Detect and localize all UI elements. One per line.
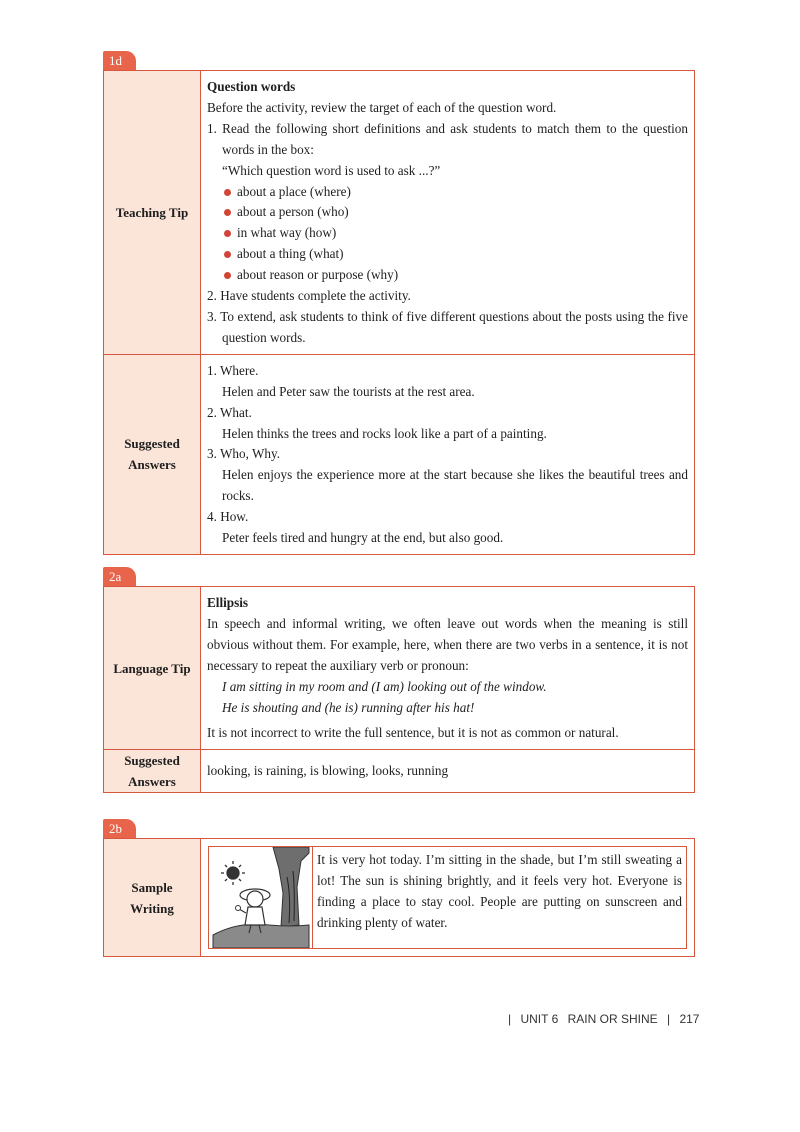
bullet-icon <box>224 209 231 216</box>
teaching-tip-intro: Before the activity, review the target of each of the question word. <box>207 99 557 115</box>
suggested-answers-row-2a <box>104 749 694 792</box>
suggested-answers-label: Suggested Answers <box>104 355 201 554</box>
answer-text: Peter feels tired and hungry at the end, but also good. <box>222 530 504 546</box>
list-item: about a thing (what) <box>207 244 688 265</box>
section-tag-2a: 2a <box>103 567 136 587</box>
list-item: about a place (where) <box>207 182 688 203</box>
teaching-tip-heading: Question words <box>207 79 296 94</box>
language-tip-paragraph: In speech and informal writing, we often leave out words when the meaning is still obvious without them. For example, here, when there are two verbs in a sentence, it is not necessary to repeat the auxiliary verb or pronoun: <box>207 615 688 673</box>
teaching-tip-step-2: 2. Have students complete the activity. <box>207 288 411 304</box>
footer-unit: UNIT 6 <box>520 1012 559 1026</box>
example-sentence: I am sitting in my room and (I am) looking out of the window. <box>222 678 547 694</box>
bullet-icon <box>224 189 231 196</box>
language-tip-row <box>104 587 694 749</box>
list-item: about reason or purpose (why) <box>207 265 688 286</box>
girl-under-tree-sun-illustration <box>209 847 313 948</box>
answer-text: Helen thinks the trees and rocks look like a part of a painting. <box>222 425 547 441</box>
section-tag-2b: 2b <box>103 819 136 839</box>
sample-writing-frame <box>208 846 687 949</box>
list-item: in what way (how) <box>207 223 688 244</box>
language-tip-closing: It is not incorrect to write the full sentence, but it is not as common or natural. <box>207 725 619 741</box>
teaching-tip-quote: “Which question word is used to ask ...?” <box>222 162 441 178</box>
example-sentence: He is shouting and (he is) running after his hat! <box>222 699 475 715</box>
sample-writing-text: It is very hot today. I’m sitting in the shade, but I’m still sweating a lot! The sun is shining brightly, and it feels very hot. Everyone is finding a place to stay cool. People are putting on sunscreen and drinking plenty of water. <box>317 852 682 930</box>
footer-title: RAIN OR SHINE <box>567 1012 658 1026</box>
language-tip-table <box>103 586 695 793</box>
teaching-tip-step-1: 1. Read the following short definitions and ask students to match them to the question words in the box: <box>207 120 688 157</box>
suggested-answers-label: Suggested Answers <box>104 750 201 792</box>
page-footer <box>508 1012 705 1026</box>
sample-writing-table <box>103 838 695 957</box>
sample-writing-row <box>104 839 694 956</box>
sample-writing-content <box>201 839 694 956</box>
list-item: about a person (who) <box>207 202 688 223</box>
answer-question: 1. Where. <box>207 362 259 378</box>
answer-question: 3. Who, Why. <box>207 446 281 462</box>
language-tip-heading: Ellipsis <box>207 595 249 610</box>
teaching-tip-content <box>201 71 694 354</box>
suggested-answers-content <box>201 355 694 554</box>
answer-question: 4. How. <box>207 509 249 525</box>
page-number: 217 <box>679 1012 700 1026</box>
suggested-answers-content <box>201 750 694 792</box>
language-tip-label: Language Tip <box>104 587 201 749</box>
suggested-answers-row-1d <box>104 354 694 554</box>
answer-question: 2. What. <box>207 404 252 420</box>
sample-writing-label: Sample Writing <box>104 839 201 956</box>
language-tip-content <box>201 587 694 749</box>
teaching-tip-row <box>104 71 694 354</box>
answer-text: Helen enjoys the experience more at the start because she likes the beautiful trees and rocks. <box>222 467 688 504</box>
footer-separator: | <box>508 1012 512 1026</box>
bullet-icon <box>224 230 231 237</box>
bullet-icon <box>224 251 231 258</box>
teaching-tip-step-3: 3. To extend, ask students to think of five different questions about the posts using the five question words. <box>207 308 688 345</box>
answer-text: Helen and Peter saw the tourists at the rest area. <box>222 383 475 399</box>
answer-text: looking, is raining, is blowing, looks, running <box>207 763 449 779</box>
teaching-tip-table <box>103 70 695 555</box>
footer-separator: | <box>666 1012 671 1026</box>
teaching-tip-label: Teaching Tip <box>104 71 201 354</box>
bullet-icon <box>224 272 231 279</box>
section-tag-1d: 1d <box>103 51 136 71</box>
